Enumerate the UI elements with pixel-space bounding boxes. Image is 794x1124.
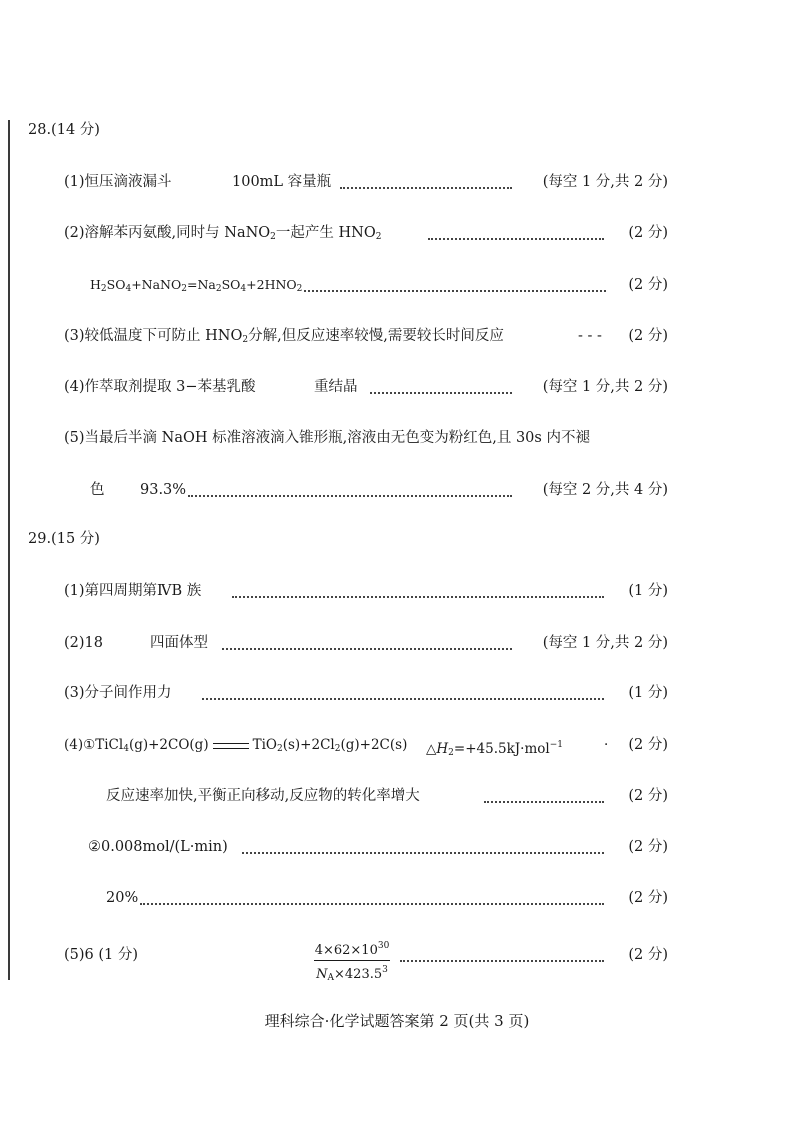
dotted-leader — [400, 936, 604, 962]
q28-p5-answer2: 93.3% — [140, 482, 187, 498]
q29-part4-rate — [0, 835, 794, 859]
q29-part5 — [0, 943, 794, 967]
q28-part5-line1 — [0, 426, 794, 450]
dotted-leader — [188, 471, 512, 497]
dotted-leader — [370, 368, 512, 394]
q29-p4d-score: (2 分) — [628, 890, 668, 906]
q28-p2-equation: $H_2SO_4+NaNO_2=Na_2SO_4+2HNO_2$ — [90, 277, 303, 294]
q28-title: 28.(14 分) — [28, 122, 100, 138]
q29-p1-score: (1 分) — [628, 583, 668, 599]
q29-part4-equation — [0, 733, 794, 757]
q28-part2-equation — [0, 273, 794, 297]
q28-p2b-score: (2 分) — [628, 277, 668, 293]
q29-p4-enthalpy: $\triangle H_2=+45.5kJ\cdot mol^{-1}$ — [426, 740, 563, 758]
q28-p1-answer1: (1)恒压滴液漏斗 — [64, 174, 172, 190]
dotted-leader — [202, 674, 604, 700]
q29-part2 — [0, 631, 794, 655]
q28-p3-answer: (3)较低温度下可防止 $HNO_2$分解,但反应速率较慢,需要较长时间反应 — [64, 328, 504, 345]
q28-p1-answer2: 100mL 容量瓶 — [232, 174, 332, 190]
q28-p2-score: (2 分) — [628, 225, 668, 241]
q29-p4a-score: (2 分) — [628, 737, 668, 753]
q28-p1-score: (每空 1 分,共 2 分) — [542, 174, 668, 190]
q29-part4-percent — [0, 886, 794, 910]
q28-part3 — [0, 324, 794, 348]
q29-part4-explanation — [0, 784, 794, 808]
dotted-leader — [340, 163, 512, 189]
q29-p3-score: (1 分) — [628, 685, 668, 701]
q28-p5-answer1: (5)当最后半滴 NaOH 标准溶液滴入锥形瓶,溶液由无色变为粉红色,且 30s 内不褪 — [64, 430, 590, 446]
q29-p4-explanation: 反应速率加快,平衡正向移动,反应物的转化率增大 — [106, 788, 420, 804]
page-footer: 理科综合·化学试题答案第 2 页(共 3 页) — [264, 1012, 530, 1030]
dotted-leader — [242, 828, 604, 854]
q28-p4-answer1: (4)作萃取剂提取 3−苯基乳酸 — [64, 379, 256, 395]
fraction-bar — [314, 960, 390, 961]
q29-p5-score: (2 分) — [628, 947, 668, 963]
dotted-leader — [304, 266, 606, 292]
q29-p4-dot: · — [604, 737, 609, 753]
q28-part5-line2 — [0, 478, 794, 502]
density-fraction — [314, 938, 390, 986]
fraction-denominator: $N_A\times 423.5^3$ — [316, 965, 388, 983]
q28-part2 — [0, 221, 794, 245]
dotted-leader — [484, 777, 604, 803]
q29-p4-equation: (4)①TiCl$_4$(g)+2CO(g) $TiO_2(s)+2Cl_2(g)+2C(s)$ — [64, 737, 408, 754]
q29-p2-answer1: (2)18 — [64, 635, 103, 651]
q29-p3-answer: (3)分子间作用力 — [64, 685, 172, 701]
q28-p4-answer2: 重结晶 — [314, 379, 358, 395]
q28-p5-score: (每空 2 分,共 4 分) — [542, 482, 668, 498]
q28-p3-dash: - - - — [578, 328, 602, 344]
q29-p4-rate: ②0.008mol/(L·min) — [88, 839, 228, 855]
q28-part4 — [0, 375, 794, 399]
q29-p4-percent: 20% — [106, 890, 139, 906]
dotted-leader — [232, 572, 604, 598]
dotted-leader — [222, 624, 512, 650]
q28-p3-score: (2 分) — [628, 328, 668, 344]
q28-p2-answer: (2)溶解苯丙氨酸,同时与 NaNO$_2$一起产生 $HNO_2$ — [64, 225, 382, 242]
fraction-numerator: $4\times 62\times 10^{30}$ — [314, 941, 390, 958]
q29-part3 — [0, 681, 794, 705]
q29-header-line — [0, 527, 794, 551]
q29-part1 — [0, 579, 794, 603]
q29-p2-answer2: 四面体型 — [150, 635, 208, 651]
equilibrium-arrow-icon — [211, 741, 251, 751]
q28-header-line — [0, 118, 794, 142]
q29-p1-answer: (1)第四周期第ⅣB 族 — [64, 583, 202, 599]
q29-p4b-score: (2 分) — [628, 788, 668, 804]
q29-p2-score: (每空 1 分,共 2 分) — [542, 635, 668, 651]
dotted-leader — [428, 214, 604, 240]
q29-title: 29.(15 分) — [28, 531, 100, 547]
q28-part1 — [0, 170, 794, 194]
q29-p5-answer: (5)6 (1 分) — [64, 947, 139, 963]
q28-p5-answer1-end: 色 — [90, 482, 105, 498]
q29-p4c-score: (2 分) — [628, 839, 668, 855]
q28-p4-score: (每空 1 分,共 2 分) — [542, 379, 668, 395]
dotted-leader — [140, 879, 604, 905]
